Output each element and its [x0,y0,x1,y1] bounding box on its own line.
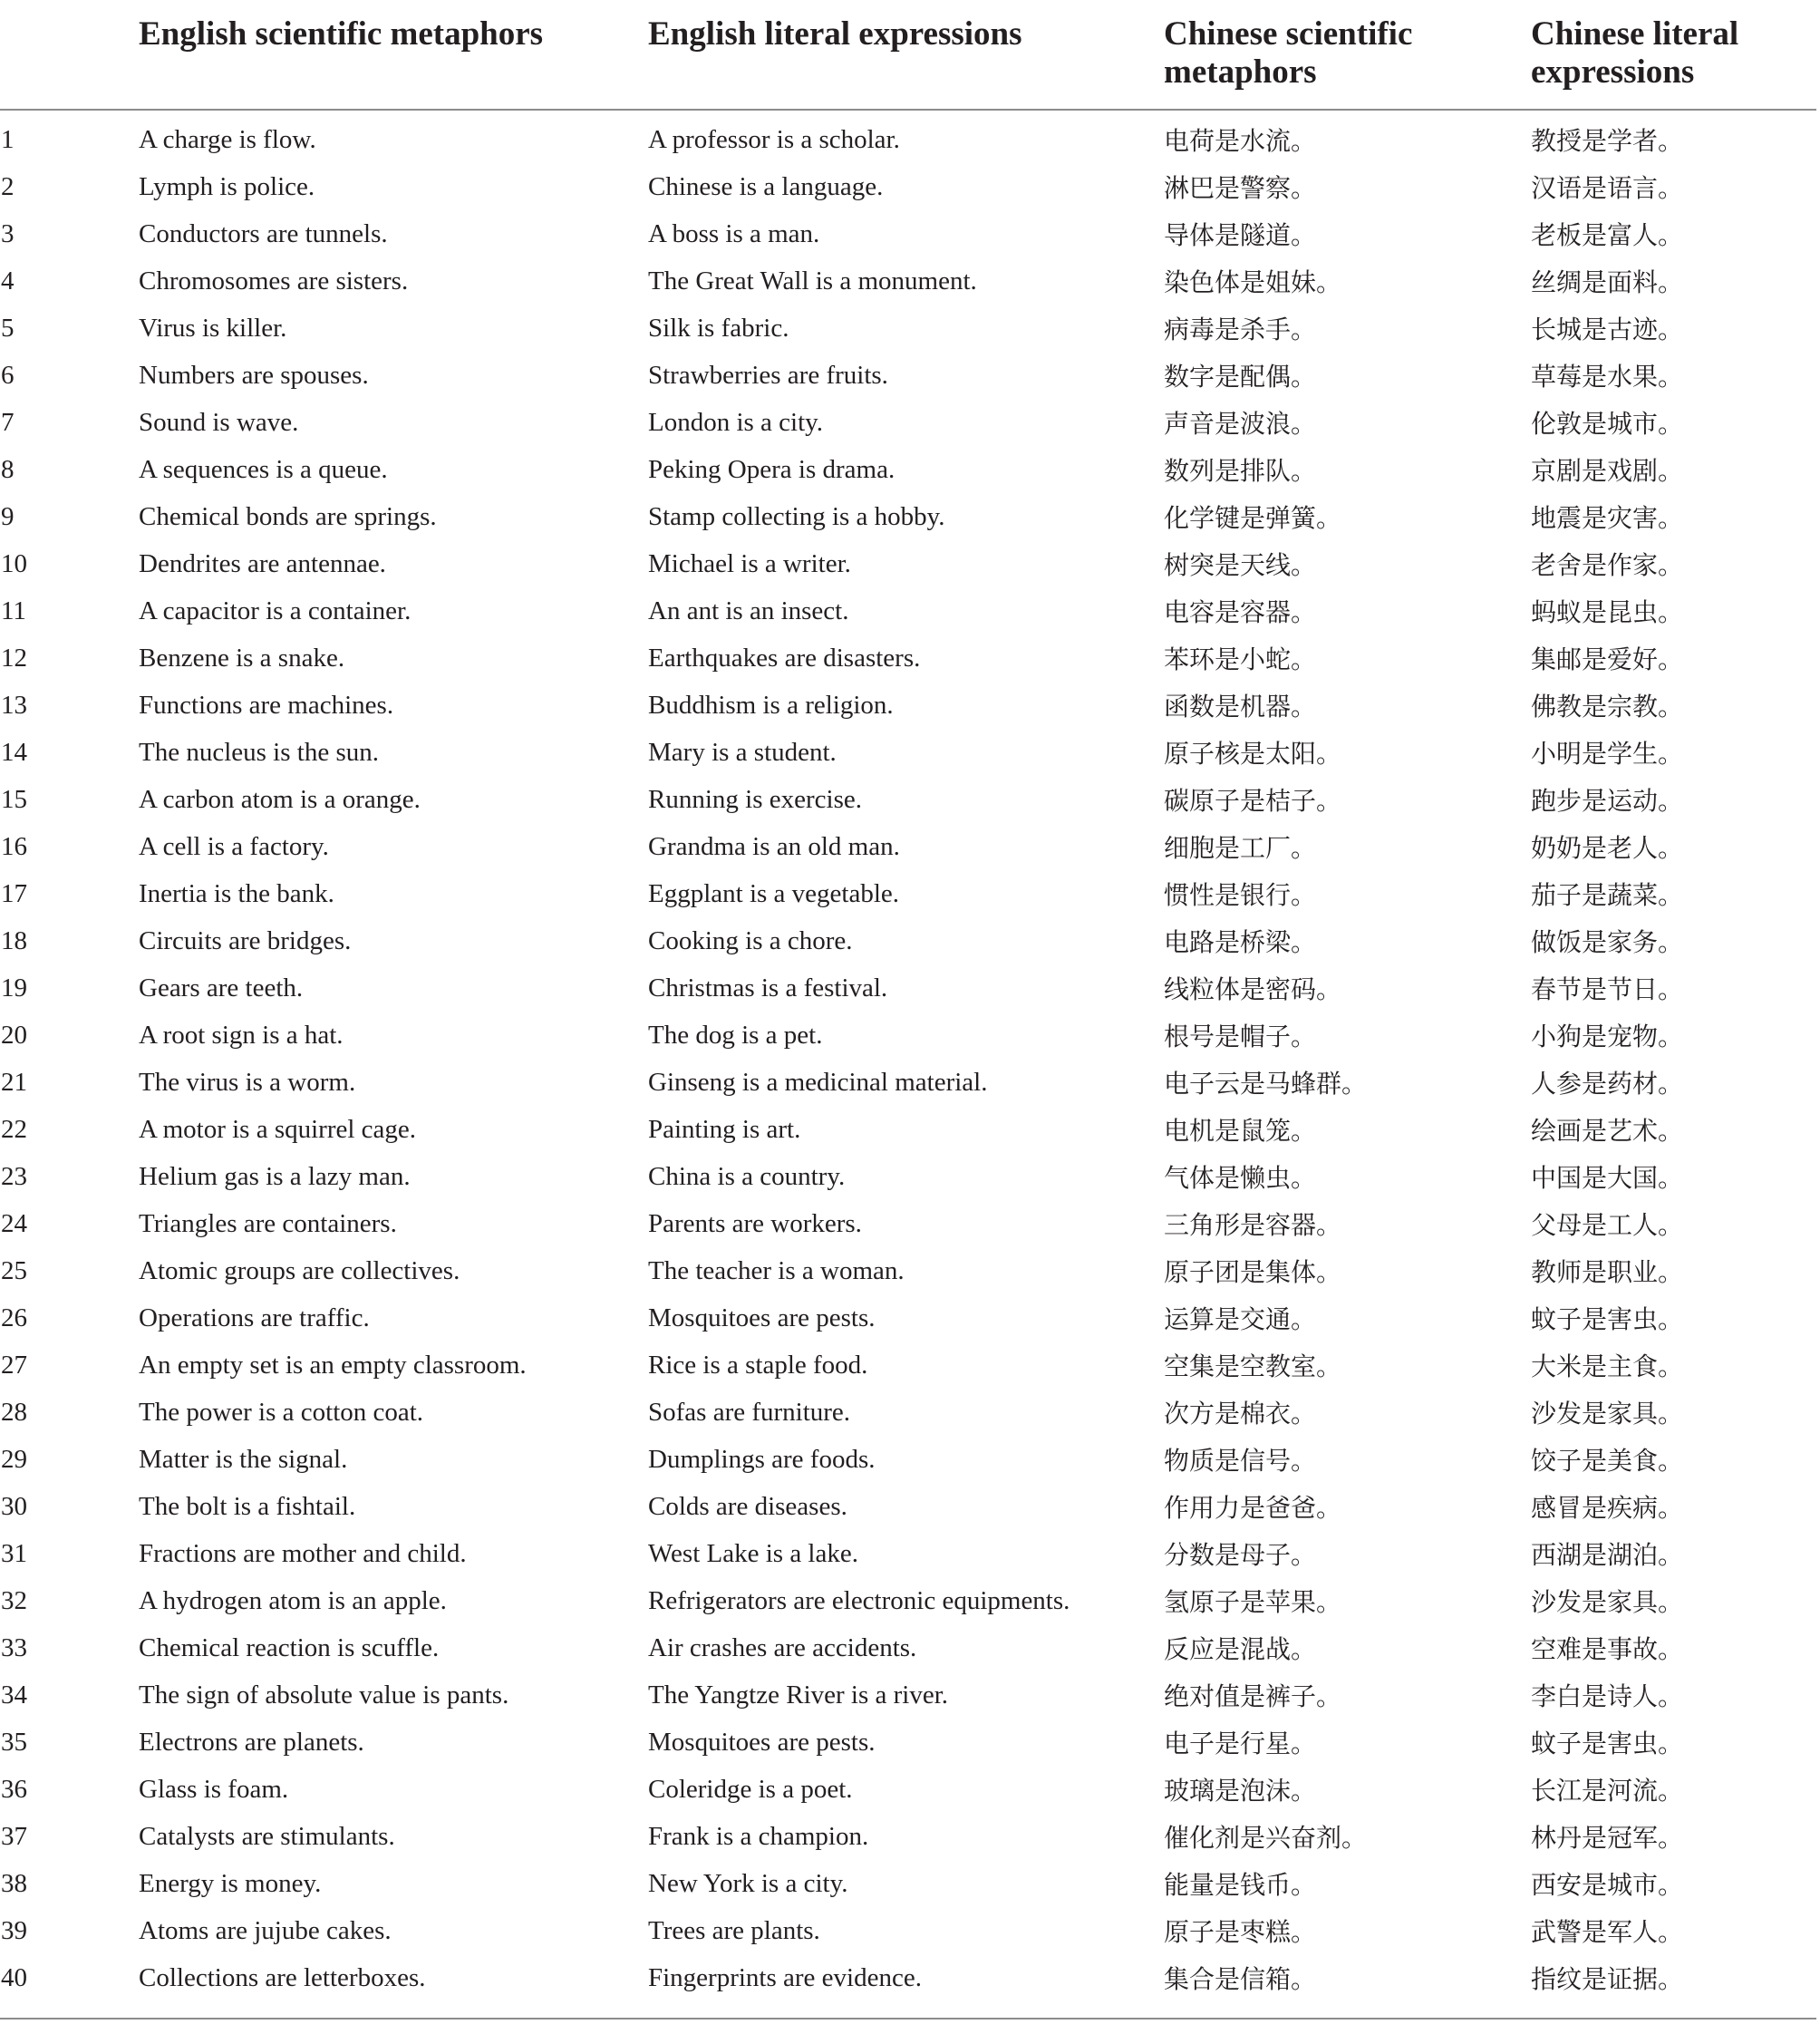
table-row [0,1766,1816,1813]
chinese-literal-expression: 感冒是疾病。 [1531,1493,1684,1523]
row-number: 13 [1,690,27,720]
english-literal-expression: A boss is a man. [648,218,820,248]
chinese-scientific-metaphor: 原子核是太阳。 [1164,739,1342,769]
english-scientific-metaphor: Dendrites are antennae. [139,548,386,578]
chinese-literal-expression: 饺子是美食。 [1531,1446,1684,1476]
table-row [0,210,1816,257]
english-scientific-metaphor: Numbers are spouses. [139,360,369,390]
chinese-literal-expression: 汉语是语言。 [1531,173,1684,203]
row-number: 3 [1,218,15,248]
header-chinese-literal-expressions: Chinese literal expressions [1531,0,1816,110]
chinese-scientific-metaphor: 氢原子是苹果。 [1164,1587,1342,1617]
row-number: 5 [1,313,15,343]
chinese-scientific-metaphor: 电路是桥梁。 [1164,927,1317,957]
english-literal-expression: Running is exercise. [648,784,862,814]
english-scientific-metaphor: Atoms are jujube cakes. [139,1915,392,1945]
table-row [0,1860,1816,1907]
row-number: 18 [1,925,27,955]
table-row [0,399,1816,446]
row-number: 31 [1,1538,27,1568]
chinese-literal-expression: 绘画是艺术。 [1531,1116,1684,1146]
chinese-literal-expression: 中国是大国。 [1531,1163,1684,1193]
table-row [0,1436,1816,1483]
english-literal-expression: Fingerprints are evidence. [648,1962,922,1992]
chinese-literal-expression: 长江是河流。 [1531,1776,1684,1806]
english-literal-expression: The Great Wall is a monument. [648,266,977,295]
english-scientific-metaphor: A root sign is a hat. [139,1020,344,1050]
table-row [0,823,1816,870]
chinese-scientific-metaphor: 分数是母子。 [1164,1540,1317,1570]
chinese-literal-expression: 沙发是家具。 [1531,1587,1684,1617]
table-header [0,0,1816,110]
row-number: 14 [1,737,27,767]
row-number: 28 [1,1397,27,1427]
chinese-literal-expression: 西湖是湖泊。 [1531,1540,1684,1570]
chinese-scientific-metaphor: 病毒是杀手。 [1164,315,1317,344]
chinese-scientific-metaphor: 玻璃是泡沫。 [1164,1776,1317,1806]
chinese-literal-expression: 蚊子是害虫。 [1531,1304,1684,1334]
table-row [0,540,1816,587]
table-bottom-rule [0,2018,1816,2019]
header-english-scientific-metaphors: English scientific metaphors [139,0,648,110]
chinese-scientific-metaphor: 电机是鼠笼。 [1164,1116,1317,1146]
english-scientific-metaphor: Chemical reaction is scuffle. [139,1632,440,1662]
chinese-scientific-metaphor: 数字是配偶。 [1164,362,1317,392]
chinese-scientific-metaphor: 声音是波浪。 [1164,409,1317,439]
chinese-scientific-metaphor: 物质是信号。 [1164,1446,1317,1476]
row-number: 37 [1,1821,27,1851]
chinese-scientific-metaphor: 电子云是马蜂群。 [1164,1069,1368,1099]
english-literal-expression: Painting is art. [648,1114,801,1144]
row-number: 26 [1,1303,27,1332]
chinese-literal-expression: 沙发是家具。 [1531,1399,1684,1429]
english-literal-expression: Refrigerators are electronic equipments. [648,1585,1070,1615]
header-chinese-scientific-metaphors: Chinese scientific metaphors [1164,0,1531,110]
chinese-scientific-metaphor: 绝对值是裤子。 [1164,1681,1342,1711]
chinese-literal-expression: 丝绸是面料。 [1531,267,1684,297]
english-literal-expression: Peking Opera is drama. [648,454,895,484]
chinese-literal-expression: 林丹是冠军。 [1531,1823,1684,1853]
english-scientific-metaphor: Benzene is a snake. [139,643,345,673]
chinese-literal-expression: 教授是学者。 [1531,126,1684,156]
chinese-scientific-metaphor: 次方是棉衣。 [1164,1399,1317,1429]
row-number: 12 [1,643,27,673]
chinese-scientific-metaphor: 作用力是爸爸。 [1164,1493,1342,1523]
table-row [0,1106,1816,1153]
english-scientific-metaphor: Catalysts are stimulants. [139,1821,395,1851]
chinese-literal-expression: 西安是城市。 [1531,1870,1684,1900]
english-literal-expression: Buddhism is a religion. [648,690,894,720]
row-number: 17 [1,878,27,908]
chinese-literal-expression: 小狗是宠物。 [1531,1022,1684,1051]
english-scientific-metaphor: A charge is flow. [139,124,316,154]
english-literal-expression: Chinese is a language. [648,171,884,201]
english-scientific-metaphor: Triangles are containers. [139,1208,397,1238]
row-number: 6 [1,360,15,390]
english-literal-expression: The Yangtze River is a river. [648,1680,949,1710]
chinese-scientific-metaphor: 原子是枣糕。 [1164,1917,1317,1947]
row-number: 32 [1,1585,27,1615]
table-row [0,1294,1816,1341]
table-row [0,1059,1816,1106]
english-scientific-metaphor: Operations are traffic. [139,1303,370,1332]
english-scientific-metaphor: Gears are teeth. [139,973,304,1002]
row-number: 15 [1,784,27,814]
row-number: 27 [1,1350,27,1380]
chinese-scientific-metaphor: 细胞是工厂。 [1164,833,1317,863]
english-scientific-metaphor: The power is a cotton coat. [139,1397,424,1427]
english-scientific-metaphor: Matter is the signal. [139,1444,348,1474]
table-body [0,110,1816,2001]
row-number: 25 [1,1255,27,1285]
english-scientific-metaphor: Fractions are mother and child. [139,1538,467,1568]
table-row [0,587,1816,634]
english-scientific-metaphor: The nucleus is the sun. [139,737,379,767]
english-literal-expression: Strawberries are fruits. [648,360,888,390]
row-number: 11 [1,596,26,625]
header-number [0,0,139,110]
chinese-scientific-metaphor: 能量是钱币。 [1164,1870,1317,1900]
chinese-scientific-metaphor: 函数是机器。 [1164,692,1317,722]
table-row [0,682,1816,729]
english-scientific-metaphor: A capacitor is a container. [139,596,411,625]
table-row [0,917,1816,964]
english-scientific-metaphor: Functions are machines. [139,690,394,720]
english-scientific-metaphor: An empty set is an empty classroom. [139,1350,527,1380]
chinese-literal-expression: 做饭是家务。 [1531,927,1684,957]
english-literal-expression: New York is a city. [648,1868,848,1898]
row-number: 19 [1,973,27,1002]
table-row [0,964,1816,1012]
chinese-scientific-metaphor: 淋巴是警察。 [1164,173,1317,203]
english-scientific-metaphor: A carbon atom is a orange. [139,784,421,814]
english-literal-expression: Mosquitoes are pests. [648,1727,876,1757]
chinese-scientific-metaphor: 反应是混战。 [1164,1634,1317,1664]
table-row [0,1247,1816,1294]
row-number: 30 [1,1491,27,1521]
english-scientific-metaphor: Glass is foam. [139,1774,289,1804]
english-literal-expression: Coleridge is a poet. [648,1774,853,1804]
row-number: 20 [1,1020,27,1050]
english-literal-expression: London is a city. [648,407,824,437]
table-row [0,1624,1816,1671]
chinese-scientific-metaphor: 运算是交通。 [1164,1304,1317,1334]
chinese-literal-expression: 蚊子是害虫。 [1531,1729,1684,1758]
english-literal-expression: West Lake is a lake. [648,1538,858,1568]
chinese-literal-expression: 李白是诗人。 [1531,1681,1684,1711]
english-literal-expression: Stamp collecting is a hobby. [648,501,945,531]
row-number: 34 [1,1680,27,1710]
chinese-scientific-metaphor: 三角形是容器。 [1164,1210,1342,1240]
row-number: 7 [1,407,15,437]
chinese-scientific-metaphor: 苯环是小蛇。 [1164,644,1317,674]
chinese-scientific-metaphor: 集合是信箱。 [1164,1964,1317,1994]
chinese-literal-expression: 武警是军人。 [1531,1917,1684,1947]
row-number: 36 [1,1774,27,1804]
chinese-scientific-metaphor: 树突是天线。 [1164,550,1317,580]
english-literal-expression: Ginseng is a medicinal material. [648,1067,988,1097]
table-row [0,446,1816,493]
chinese-scientific-metaphor: 导体是隧道。 [1164,220,1317,250]
chinese-scientific-metaphor: 电荷是水流。 [1164,126,1317,156]
english-literal-expression: Michael is a writer. [648,548,851,578]
table-row [0,1719,1816,1766]
english-literal-expression: Frank is a champion. [648,1821,869,1851]
english-scientific-metaphor: Conductors are tunnels. [139,218,388,248]
english-literal-expression: Eggplant is a vegetable. [648,878,900,908]
english-scientific-metaphor: Circuits are bridges. [139,925,352,955]
chinese-literal-expression: 大米是主食。 [1531,1351,1684,1381]
chinese-literal-expression: 蚂蚁是昆虫。 [1531,597,1684,627]
english-literal-expression: Sofas are furniture. [648,1397,851,1427]
english-literal-expression: Mary is a student. [648,737,837,767]
chinese-literal-expression: 小明是学生。 [1531,739,1684,769]
english-literal-expression: Trees are plants. [648,1915,820,1945]
english-scientific-metaphor: A hydrogen atom is an apple. [139,1585,447,1615]
table-row [0,729,1816,776]
english-literal-expression: A professor is a scholar. [648,124,900,154]
chinese-literal-expression: 指纹是证据。 [1531,1964,1684,1994]
chinese-scientific-metaphor: 化学键是弹簧。 [1164,503,1342,533]
row-number: 4 [1,266,15,295]
english-scientific-metaphor: Inertia is the bank. [139,878,334,908]
table-row [0,1389,1816,1436]
table-row [0,870,1816,917]
chinese-literal-expression: 教师是职业。 [1531,1257,1684,1287]
table-row [0,352,1816,399]
english-literal-expression: Earthquakes are disasters. [648,643,921,673]
chinese-literal-expression: 地震是灾害。 [1531,503,1684,533]
chinese-scientific-metaphor: 根号是帽子。 [1164,1022,1317,1051]
english-scientific-metaphor: The sign of absolute value is pants. [139,1680,509,1710]
table-row [0,1200,1816,1247]
chinese-literal-expression: 父母是工人。 [1531,1210,1684,1240]
table-row [0,493,1816,540]
english-literal-expression: Colds are diseases. [648,1491,847,1521]
chinese-literal-expression: 奶奶是老人。 [1531,833,1684,863]
table-row [0,305,1816,352]
english-literal-expression: Silk is fabric. [648,313,789,343]
chinese-literal-expression: 人参是药材。 [1531,1069,1684,1099]
row-number: 35 [1,1727,27,1757]
chinese-scientific-metaphor: 染色体是姐妹。 [1164,267,1342,297]
row-number: 2 [1,171,15,201]
row-number: 40 [1,1962,27,1992]
english-scientific-metaphor: Energy is money. [139,1868,322,1898]
row-number: 10 [1,548,27,578]
chinese-literal-expression: 京剧是戏剧。 [1531,456,1684,486]
table-row [0,1671,1816,1719]
chinese-literal-expression: 老板是富人。 [1531,220,1684,250]
table-row [0,163,1816,210]
english-scientific-metaphor: The virus is a worm. [139,1067,356,1097]
row-number: 1 [1,124,15,154]
chinese-literal-expression: 佛教是宗教。 [1531,692,1684,722]
row-number: 39 [1,1915,27,1945]
chinese-literal-expression: 老舍是作家。 [1531,550,1684,580]
chinese-scientific-metaphor: 气体是懒虫。 [1164,1163,1317,1193]
row-number: 21 [1,1067,27,1097]
table-row [0,1341,1816,1389]
english-scientific-metaphor: Sound is wave. [139,407,299,437]
table-row [0,776,1816,823]
english-literal-expression: Mosquitoes are pests. [648,1303,876,1332]
table-row [0,1483,1816,1530]
english-scientific-metaphor: Atomic groups are collectives. [139,1255,460,1285]
chinese-scientific-metaphor: 电子是行星。 [1164,1729,1317,1758]
english-literal-expression: China is a country. [648,1161,846,1191]
row-number: 9 [1,501,15,531]
chinese-literal-expression: 春节是节日。 [1531,974,1684,1004]
table-row [0,634,1816,682]
english-scientific-metaphor: The bolt is a fishtail. [139,1491,356,1521]
table-row [0,257,1816,305]
table-row [0,1954,1816,2001]
row-number: 23 [1,1161,27,1191]
chinese-literal-expression: 跑步是运动。 [1531,786,1684,816]
english-literal-expression: Air crashes are accidents. [648,1632,917,1662]
english-scientific-metaphor: Electrons are planets. [139,1727,364,1757]
table-row [0,110,1816,163]
english-scientific-metaphor: A motor is a squirrel cage. [139,1114,417,1144]
table-row [0,1813,1816,1860]
chinese-literal-expression: 茄子是蔬菜。 [1531,880,1684,910]
english-literal-expression: The teacher is a woman. [648,1255,905,1285]
chinese-scientific-metaphor: 催化剂是兴奋剂。 [1164,1823,1368,1853]
english-literal-expression: Christmas is a festival. [648,973,888,1002]
row-number: 33 [1,1632,27,1662]
chinese-scientific-metaphor: 电容是容器。 [1164,597,1317,627]
english-literal-expression: An ant is an insect. [648,596,849,625]
chinese-literal-expression: 伦敦是城市。 [1531,409,1684,439]
english-literal-expression: Dumplings are foods. [648,1444,876,1474]
chinese-scientific-metaphor: 线粒体是密码。 [1164,974,1342,1004]
row-number: 8 [1,454,15,484]
chinese-literal-expression: 长城是古迹。 [1531,315,1684,344]
english-literal-expression: The dog is a pet. [648,1020,823,1050]
chinese-literal-expression: 草莓是水果。 [1531,362,1684,392]
english-scientific-metaphor: A cell is a factory. [139,831,329,861]
chinese-literal-expression: 空难是事故。 [1531,1634,1684,1664]
english-scientific-metaphor: Virus is killer. [139,313,287,343]
english-literal-expression: Grandma is an old man. [648,831,900,861]
chinese-scientific-metaphor: 数列是排队。 [1164,456,1317,486]
english-scientific-metaphor: Chromosomes are sisters. [139,266,409,295]
chinese-literal-expression: 集邮是爱好。 [1531,644,1684,674]
table-row [0,1577,1816,1624]
row-number: 29 [1,1444,27,1474]
row-number: 24 [1,1208,27,1238]
table-row [0,1907,1816,1954]
row-number: 16 [1,831,27,861]
table-row [0,1012,1816,1059]
table-row [0,1530,1816,1577]
chinese-scientific-metaphor: 惯性是银行。 [1164,880,1317,910]
header-row [0,0,1816,110]
chinese-scientific-metaphor: 碳原子是桔子。 [1164,786,1342,816]
chinese-scientific-metaphor: 空集是空教室。 [1164,1351,1342,1381]
english-scientific-metaphor: Chemical bonds are springs. [139,501,437,531]
english-scientific-metaphor: Collections are letterboxes. [139,1962,426,1992]
row-number: 22 [1,1114,27,1144]
english-scientific-metaphor: A sequences is a queue. [139,454,388,484]
english-scientific-metaphor: Lymph is police. [139,171,315,201]
header-english-literal-expressions: English literal expressions [648,0,1164,110]
chinese-scientific-metaphor: 原子团是集体。 [1164,1257,1342,1287]
english-literal-expression: Parents are workers. [648,1208,862,1238]
english-literal-expression: Cooking is a chore. [648,925,853,955]
english-literal-expression: Rice is a staple food. [648,1350,868,1380]
english-scientific-metaphor: Helium gas is a lazy man. [139,1161,411,1191]
row-number: 38 [1,1868,27,1898]
table-row [0,1153,1816,1200]
